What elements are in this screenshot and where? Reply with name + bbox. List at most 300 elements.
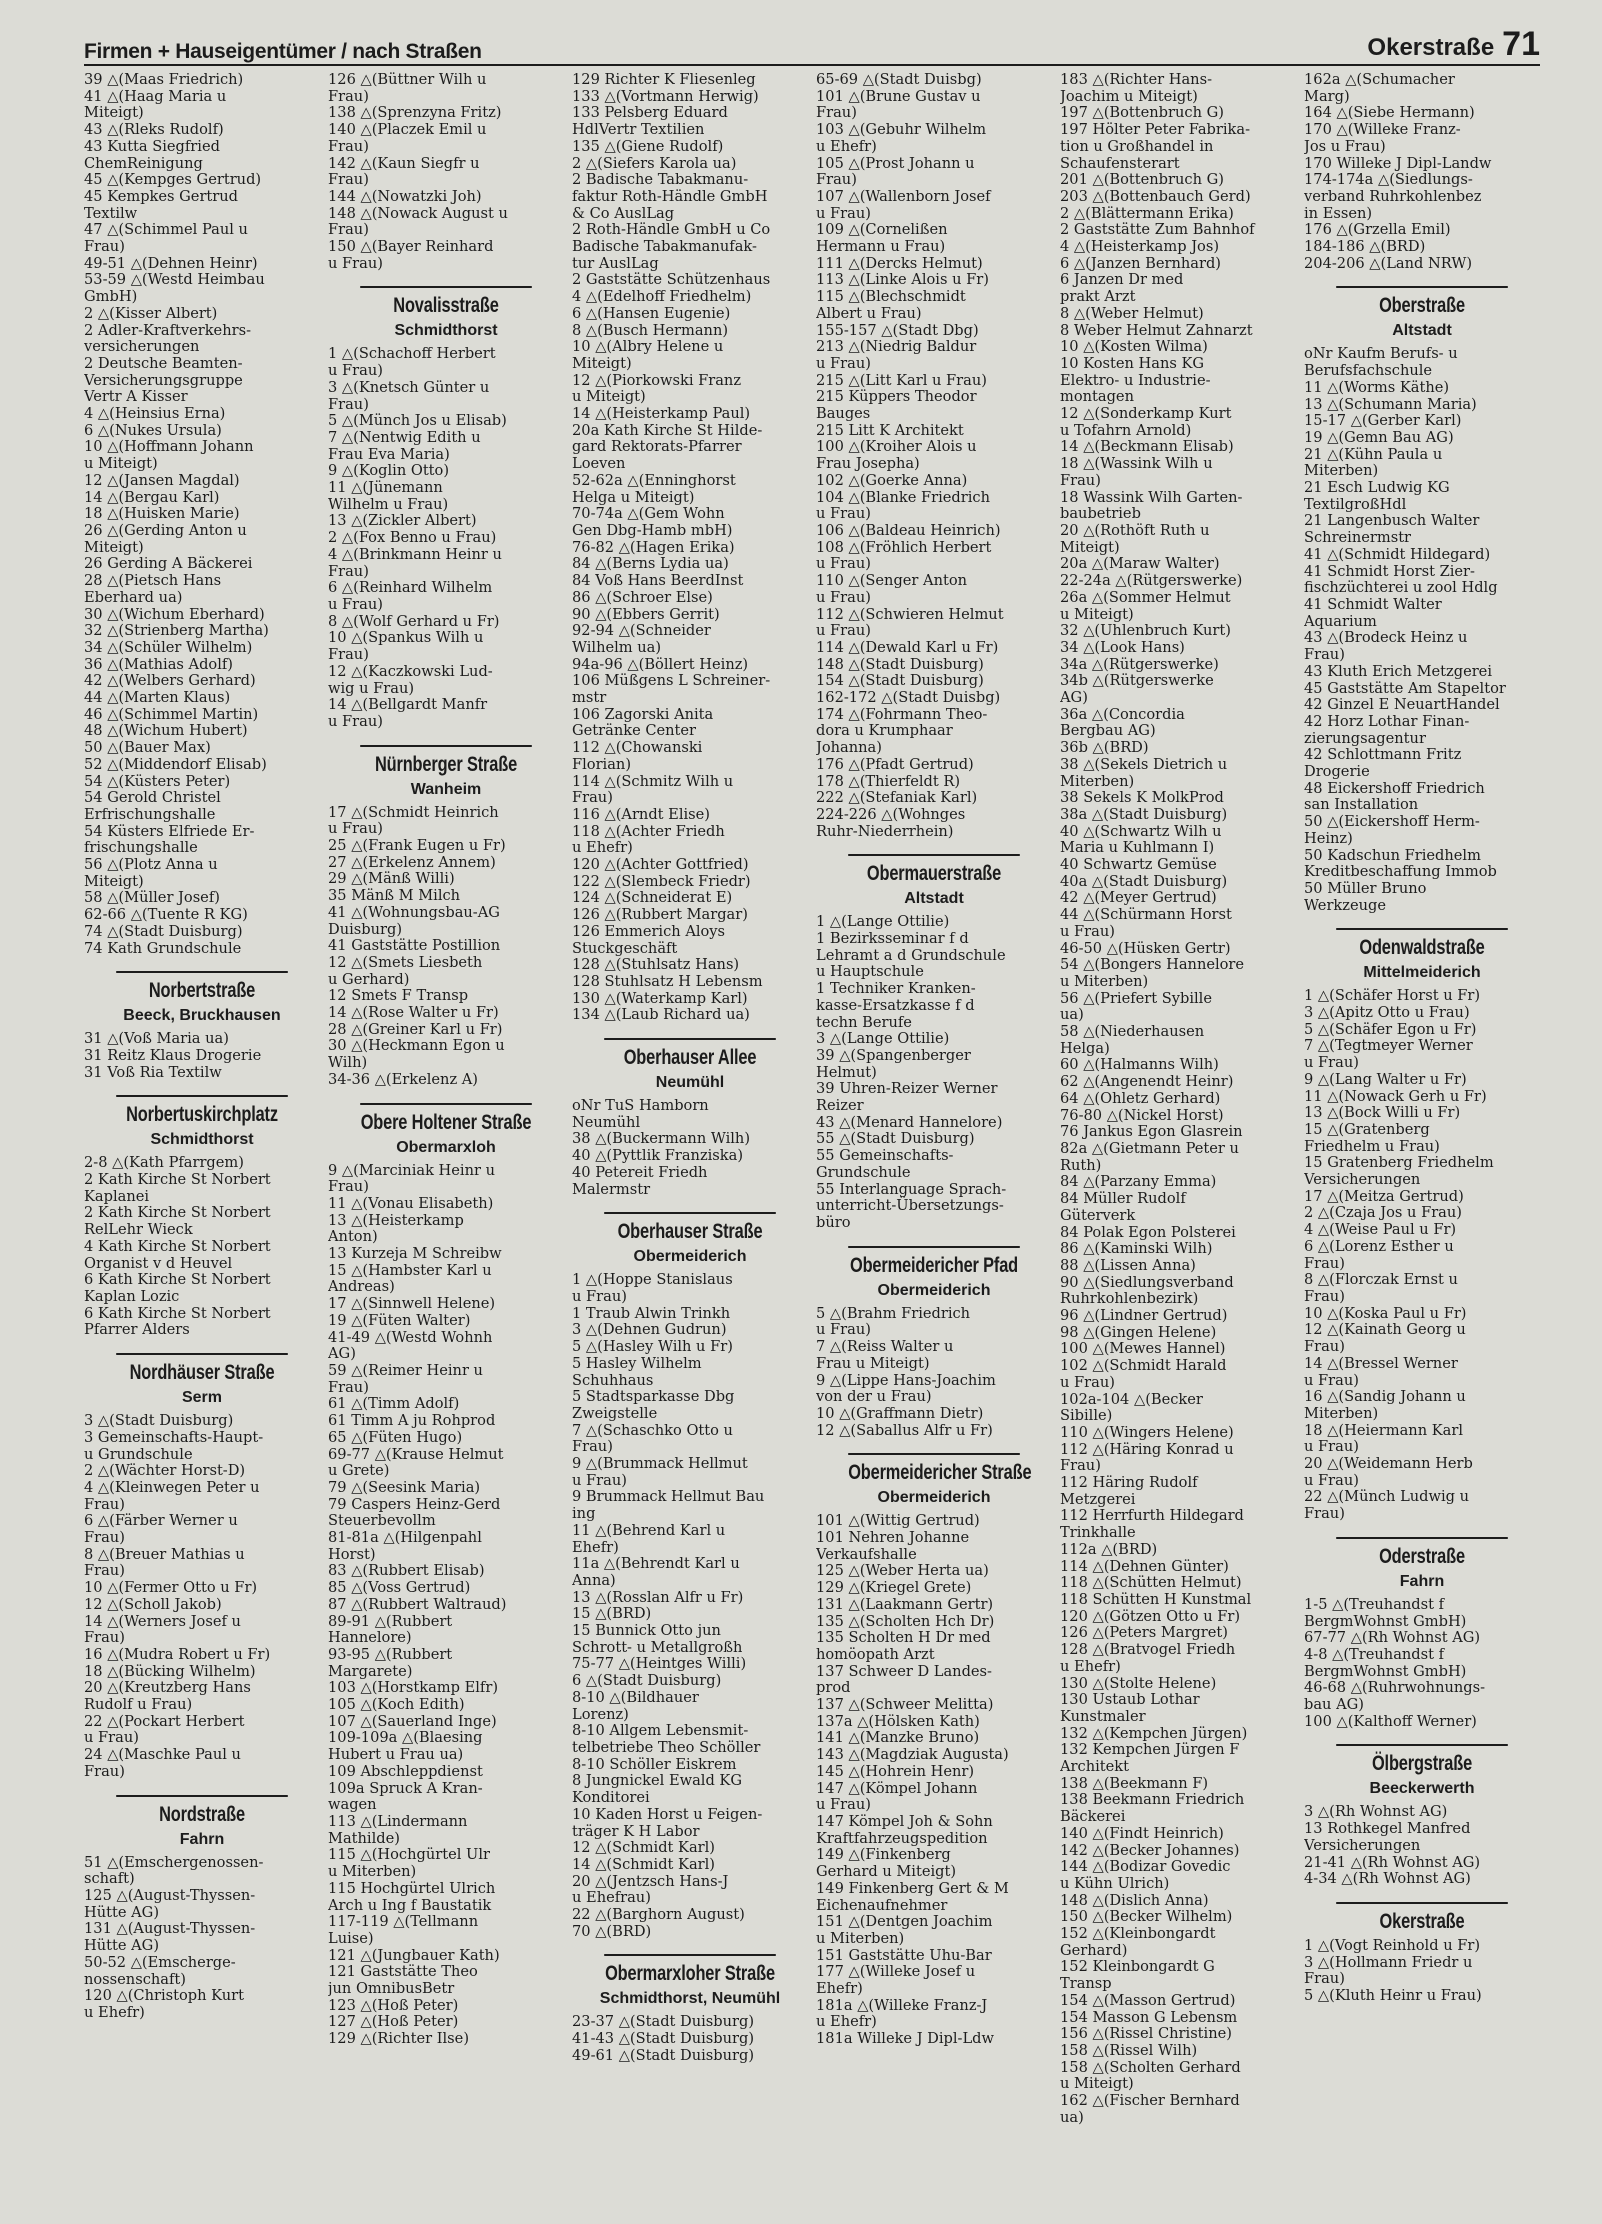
directory-entry: 1 △(Hoppe Stanislaus bbox=[572, 1271, 733, 1289]
directory-entry: 115 △(Hochgürtel Ulr bbox=[328, 1846, 490, 1864]
directory-entry: kasse-Ersatzkasse f d bbox=[816, 996, 975, 1014]
directory-entry: 147 Kömpel Joh & Sohn bbox=[816, 1812, 993, 1830]
directory-entry: 14 △(Beckmann Elisab) bbox=[1060, 438, 1234, 456]
directory-entry: 1 △(Vogt Reinhold u Fr) bbox=[1304, 1936, 1481, 1954]
directory-entry: 13 △(Rosslan Alfr u Fr) bbox=[572, 1588, 744, 1606]
directory-entry: 2 Kath Kirche St Norbert bbox=[84, 1204, 271, 1222]
directory-entry: 7 △(Nentwig Edith u bbox=[328, 428, 481, 446]
directory-entry: Ruhr-Niederrhein) bbox=[816, 822, 954, 840]
directory-entry: Frau) bbox=[1060, 1457, 1101, 1475]
directory-entry: 13 △(Heisterkamp bbox=[328, 1211, 464, 1229]
directory-entry: 8-10 Allgem Lebensmit- bbox=[572, 1722, 749, 1740]
directory-entry: 120 △(Achter Gottfried) bbox=[572, 856, 749, 874]
directory-entry: träger K H Labor bbox=[572, 1822, 700, 1840]
directory-entry: u Miterben) bbox=[328, 1863, 417, 1881]
directory-entry: 135 △(Scholten Hch Dr) bbox=[816, 1612, 995, 1630]
directory-entry: 42 Horz Lothar Finan- bbox=[1304, 712, 1470, 730]
directory-entry: fischzüchterei u zool Hdlg bbox=[1304, 579, 1498, 597]
directory-entry: 154 △(Masson Gertrud) bbox=[1060, 1991, 1236, 2009]
district-subheading: Obermarxloh bbox=[396, 1138, 496, 1156]
directory-entry: 39 △(Spangenberger bbox=[816, 1046, 971, 1064]
directory-entry: 41-43 △(Stadt Duisburg) bbox=[572, 2030, 755, 2048]
directory-entry: 150 △(Becker Wilhelm) bbox=[1060, 1908, 1233, 1926]
directory-entry: 115 Hochgürtel Ulrich bbox=[328, 1879, 496, 1897]
directory-entry: AG) bbox=[328, 1345, 356, 1363]
directory-entry: Frau) bbox=[328, 1378, 369, 1396]
directory-entry: 178 △(Thierfeldt R) bbox=[816, 772, 961, 790]
directory-entry: Wilhelm u Frau) bbox=[328, 495, 449, 513]
directory-entry: 105 △(Prost Johann u bbox=[816, 154, 975, 172]
directory-entry: 21 Langenbusch Walter bbox=[1304, 512, 1480, 530]
directory-entry: 56 △(Plotz Anna u bbox=[84, 856, 218, 874]
street-heading: Okerstraße bbox=[1336, 1902, 1508, 1934]
directory-entry: 20 △(Rothöft Ruth u bbox=[1060, 521, 1210, 539]
directory-entry: 110 △(Senger Anton bbox=[816, 572, 968, 590]
directory-entry: Architekt bbox=[1060, 1758, 1129, 1776]
directory-entry: 201 △(Bottenbruch G) bbox=[1060, 171, 1224, 189]
directory-entry: 112 Häring Rudolf bbox=[1060, 1474, 1198, 1492]
directory-entry: Hermann u Frau) bbox=[816, 238, 946, 256]
directory-entry: 145 △(Hohrein Henr) bbox=[816, 1762, 975, 1780]
directory-entry: 9 △(Koglin Otto) bbox=[328, 462, 450, 480]
directory-entry: 94a-96 △(Böllert Heinz) bbox=[572, 655, 749, 673]
directory-entry: Ruth) bbox=[1060, 1156, 1102, 1174]
directory-entry: 100 △(Kalthoff Werner) bbox=[1304, 1712, 1477, 1730]
directory-entry: 1 Bezirksseminar f d bbox=[816, 930, 969, 948]
directory-entry: Frau) bbox=[1304, 1505, 1345, 1523]
directory-entry: Steuerbevollm bbox=[328, 1512, 436, 1530]
directory-entry: Hütte AG) bbox=[84, 1937, 160, 1955]
directory-entry: 52 △(Middendorf Elisab) bbox=[84, 755, 267, 773]
column-4 bbox=[816, 72, 1052, 2126]
directory-entry: 52-62a △(Enninghorst bbox=[572, 471, 736, 489]
directory-entry: 41 Schmidt Horst Zier- bbox=[1304, 562, 1475, 580]
directory-entry: Helga) bbox=[1060, 1039, 1110, 1057]
directory-entry: Gerhard u Miteigt) bbox=[816, 1863, 957, 1881]
directory-entry: 90 △(Ebbers Gerrit) bbox=[572, 605, 720, 623]
directory-entry: homöopath Arzt bbox=[816, 1645, 935, 1663]
directory-entry: 54 Gerold Christel bbox=[84, 789, 221, 807]
directory-entry: 112a △(BRD) bbox=[1060, 1540, 1158, 1558]
directory-entry: 54 △(Küsters Peter) bbox=[84, 772, 231, 790]
directory-entry: 84 △(Berns Lydia ua) bbox=[572, 555, 729, 573]
directory-entry: 10 Kaden Horst u Feigen- bbox=[572, 1805, 763, 1823]
directory-entry: 1 △(Schachoff Herbert bbox=[328, 345, 496, 363]
directory-entry: Kraftfahrzeugspedition bbox=[816, 1829, 988, 1847]
directory-entry: Gen Dbg-Hamb mbH) bbox=[572, 521, 733, 539]
directory-entry: 22 △(Pockart Herbert bbox=[84, 1712, 245, 1730]
directory-entry: 138 △(Sprenzyna Fritz) bbox=[328, 104, 502, 122]
directory-entry: Metzgerei bbox=[1060, 1490, 1136, 1508]
directory-entry: 14 △(Bellgardt Manfr bbox=[328, 696, 488, 714]
directory-entry: 70-74a △(Gem Wohn bbox=[572, 505, 725, 523]
directory-entry: 197 Hölter Peter Fabrika- bbox=[1060, 121, 1251, 139]
directory-entry: 149 △(Finkenberg bbox=[816, 1846, 951, 1864]
directory-entry: 5 △(Brahm Friedrich bbox=[816, 1304, 971, 1322]
directory-entry: 2 Gaststätte Schützenhaus bbox=[572, 271, 771, 289]
directory-entry: 50 △(Eickershoff Herm- bbox=[1304, 813, 1480, 831]
directory-entry: & Co AuslLag bbox=[572, 204, 675, 222]
directory-entry: Vertr A Kisser bbox=[84, 388, 188, 406]
directory-entry: 14 △(Bergau Karl) bbox=[84, 488, 220, 506]
directory-entry: Berufsfachschule bbox=[1304, 362, 1433, 380]
directory-entry: 18 △(Huisken Marie) bbox=[84, 505, 240, 523]
directory-entry: 15 △(Gratenberg bbox=[1304, 1120, 1430, 1138]
directory-entry: 11 △(Vonau Elisabeth) bbox=[328, 1194, 494, 1212]
directory-entry: 135 △(Giene Rudolf) bbox=[572, 137, 724, 155]
directory-entry: 81-81a △(Hilgenpahl bbox=[328, 1529, 482, 1547]
directory-entry: 126 Emmerich Aloys bbox=[572, 922, 726, 940]
directory-entry: 48 Eickershoff Friedrich bbox=[1304, 779, 1485, 797]
directory-entry: RelLehr Wieck bbox=[84, 1221, 193, 1239]
columns bbox=[84, 72, 1540, 2126]
directory-entry: 8 △(Busch Hermann) bbox=[572, 321, 729, 339]
directory-entry: 109-109a △(Blaesing bbox=[328, 1729, 483, 1747]
directory-entry: 5 △(Schäfer Egon u Fr) bbox=[1304, 1020, 1477, 1038]
directory-entry: Pfarrer Alders bbox=[84, 1321, 190, 1339]
directory-entry: 84 Voß Hans BeerdInst bbox=[572, 572, 744, 590]
directory-entry: u Frau) bbox=[816, 1796, 871, 1814]
directory-entry: 203 △(Bottenbauch Gerd) bbox=[1060, 187, 1251, 205]
directory-entry: 79 △(Seesink Maria) bbox=[328, 1478, 481, 1496]
directory-entry: 162a △(Schumacher bbox=[1304, 72, 1455, 88]
directory-entry: 86 △(Schroer Else) bbox=[572, 588, 713, 606]
directory-entry: 65-69 △(Stadt Duisbg) bbox=[816, 72, 982, 88]
directory-entry: 112 △(Häring Konrad u bbox=[1060, 1440, 1234, 1458]
directory-entry: Versicherungen bbox=[1304, 1836, 1421, 1854]
district-subheading: Mittelmeiderich bbox=[1363, 964, 1481, 982]
directory-entry: 13 △(Bock Willi u Fr) bbox=[1304, 1104, 1461, 1122]
directory-entry: 49-51 △(Dehnen Heinr) bbox=[84, 254, 258, 272]
directory-entry: 46-50 △(Hüsken Gertr) bbox=[1060, 939, 1231, 957]
directory-entry: Frau) bbox=[328, 1178, 369, 1196]
directory-entry: 120 △(Christoph Kurt bbox=[84, 1987, 244, 2005]
directory-entry: 41 △(Haag Maria u bbox=[84, 87, 227, 105]
directory-entry: 2 Kath Kirche St Norbert bbox=[84, 1171, 271, 1189]
directory-entry: u Ehefr) bbox=[1060, 1657, 1121, 1675]
directory-entry: 5 △(Kluth Heinr u Frau) bbox=[1304, 1987, 1482, 2005]
street-heading: Obermeidericher Pfad bbox=[848, 1246, 1020, 1278]
column-2 bbox=[328, 72, 564, 2126]
directory-entry: 11 △(Nowack Gerh u Fr) bbox=[1304, 1087, 1487, 1105]
directory-entry: 103 △(Horstkamp Elfr) bbox=[328, 1679, 499, 1697]
directory-entry: 132 Kempchen Jürgen F bbox=[1060, 1741, 1240, 1759]
directory-entry: ua) bbox=[1060, 2108, 1084, 2126]
directory-entry: 43 △(Brodeck Heinz u bbox=[1304, 629, 1468, 647]
directory-entry: u Ehefr) bbox=[84, 2003, 145, 2021]
directory-entry: 6 Kath Kirche St Norbert bbox=[84, 1304, 271, 1322]
directory-entry: 138 △(Beekmann F) bbox=[1060, 1774, 1209, 1792]
directory-entry: Schrott- u Metallgroßh bbox=[572, 1638, 743, 1656]
directory-entry: 92-94 △(Schneider bbox=[572, 622, 711, 640]
directory-entry: Neumühl bbox=[572, 1113, 641, 1131]
directory-entry: 7 △(Schaschko Otto u bbox=[572, 1421, 733, 1439]
directory-entry: Kreditbeschaffung Immob bbox=[1304, 863, 1497, 881]
directory-entry: Frau) bbox=[328, 87, 369, 105]
directory-entry: 115 △(Blechschmidt bbox=[816, 288, 966, 306]
street-heading: Nürnberger Straße bbox=[360, 745, 532, 777]
directory-entry: 42 △(Meyer Gertrud) bbox=[1060, 889, 1217, 907]
directory-entry: 55 Gemeinschafts- bbox=[816, 1147, 954, 1165]
directory-entry: 5 △(Hasley Wilh u Fr) bbox=[572, 1338, 733, 1356]
directory-entry: 32 △(Strienberg Martha) bbox=[84, 622, 269, 640]
directory-entry: Frau) bbox=[84, 1762, 125, 1780]
directory-entry: 28 △(Pietsch Hans bbox=[84, 572, 222, 590]
directory-entry: 39 △(Maas Friedrich) bbox=[84, 72, 244, 88]
street-heading: Nordstraße bbox=[116, 1795, 288, 1827]
directory-entry: 44 △(Schürmann Horst bbox=[1060, 906, 1232, 924]
district-subheading: Obermeiderich bbox=[877, 1489, 991, 1507]
directory-entry: 113 △(Lindermann bbox=[328, 1812, 468, 1830]
directory-entry: 106 Zagorski Anita bbox=[572, 705, 714, 723]
directory-entry: 8 Weber Helmut Zahnarzt bbox=[1060, 321, 1253, 339]
directory-entry: 15 Gratenberg Friedhelm bbox=[1304, 1154, 1494, 1172]
directory-entry: 140 △(Placzek Emil u bbox=[328, 121, 487, 139]
directory-entry: Malermstr bbox=[572, 1180, 651, 1198]
directory-entry: 3 Gemeinschafts-Haupt- bbox=[84, 1428, 264, 1446]
directory-entry: u Tofahrn Arnold) bbox=[1060, 421, 1192, 439]
directory-entry: 7 △(Reiss Walter u bbox=[816, 1338, 954, 1356]
directory-entry: Joachim u Miteigt) bbox=[1060, 87, 1198, 105]
directory-entry: versicherungen bbox=[84, 338, 200, 356]
directory-entry: 134 △(Laub Richard ua) bbox=[572, 1006, 750, 1024]
directory-entry: 112 △(Chowanski bbox=[572, 739, 703, 757]
directory-entry: 197 △(Bottenbruch G) bbox=[1060, 104, 1224, 122]
directory-entry: 6 △(Janzen Bernhard) bbox=[1060, 254, 1222, 272]
directory-entry: u Miterben) bbox=[1060, 972, 1149, 990]
directory-entry: 53-59 △(Westd Heimbau bbox=[84, 271, 265, 289]
directory-entry: 6 △(Stadt Duisburg) bbox=[572, 1672, 722, 1690]
directory-entry: 124 △(Schneiderat E) bbox=[572, 889, 733, 907]
directory-entry: 55 Interlanguage Sprach- bbox=[816, 1180, 1007, 1198]
district-subheading: Fahrn bbox=[179, 1830, 225, 1848]
directory-entry: 9 Brummack Hellmut Bau bbox=[572, 1488, 765, 1506]
directory-entry: 34-36 △(Erkelenz A) bbox=[328, 1070, 478, 1088]
directory-entry: Erfrischungshalle bbox=[84, 805, 216, 823]
directory-entry: 105 △(Koch Edith) bbox=[328, 1696, 465, 1714]
directory-entry: 14 △(Bressel Werner bbox=[1304, 1354, 1458, 1372]
directory-entry: u Hauptschule bbox=[816, 963, 924, 981]
directory-entry: 75-77 △(Heintges Willi) bbox=[572, 1655, 747, 1673]
directory-entry: 17 △(Schmidt Heinrich bbox=[328, 803, 499, 821]
directory-entry: 204-206 △(Land NRW) bbox=[1304, 254, 1473, 272]
directory-entry: 8 △(Florczak Ernst u bbox=[1304, 1271, 1458, 1289]
directory-entry: 16 △(Sandig Johann u bbox=[1304, 1388, 1466, 1406]
directory-entry: 112 Herrfurth Hildegard bbox=[1060, 1507, 1244, 1525]
directory-entry: 36a △(Concordia bbox=[1060, 705, 1185, 723]
directory-entry: Anton) bbox=[328, 1228, 378, 1246]
directory-entry: Reizer bbox=[816, 1097, 864, 1115]
directory-entry: 12 △(Piorkowski Franz bbox=[572, 371, 742, 389]
directory-entry: 26a △(Sommer Helmut bbox=[1060, 588, 1231, 606]
directory-entry: Miterben) bbox=[1304, 462, 1379, 480]
directory-entry: 129 △(Richter Ilse) bbox=[328, 2030, 470, 2048]
directory-entry: schaft) bbox=[84, 1870, 135, 1888]
directory-entry: Eberhard ua) bbox=[84, 588, 183, 606]
directory-entry: 84 △(Parzany Emma) bbox=[1060, 1173, 1217, 1191]
directory-entry: 154 Masson G Lebensm bbox=[1060, 2008, 1238, 2026]
directory-entry: 122 △(Slembeck Friedr) bbox=[572, 872, 751, 890]
directory-entry: 142 △(Kaun Siegfr u bbox=[328, 154, 480, 172]
directory-entry: 76-82 △(Hagen Erika) bbox=[572, 538, 735, 556]
directory-entry: büro bbox=[816, 1214, 851, 1231]
directory-entry: 50-52 △(Emscherge- bbox=[84, 1953, 236, 1971]
directory-entry: 15 Bunnick Otto jun bbox=[572, 1622, 721, 1640]
directory-entry: 21 △(Kühn Paula u bbox=[1304, 445, 1443, 463]
directory-entry: 43 △(Rleks Rudolf) bbox=[84, 121, 224, 139]
directory-entry: 24 △(Maschke Paul u bbox=[84, 1746, 241, 1764]
directory-entry: 40 Schwartz Gemüse bbox=[1060, 856, 1217, 874]
directory-entry: 12 △(Saballus Alfr u Fr) bbox=[816, 1421, 993, 1439]
directory-entry: 98 △(Gingen Helene) bbox=[1060, 1323, 1217, 1341]
directory-entry: 9 △(Brummack Hellmut bbox=[572, 1455, 748, 1473]
directory-entry: 121 Gaststätte Theo bbox=[328, 1963, 478, 1981]
directory-entry: 215 △(Litt Karl u Frau) bbox=[816, 371, 987, 389]
directory-entry: Wilh) bbox=[328, 1054, 368, 1072]
directory-entry: 9 △(Lippe Hans-Joachim bbox=[816, 1371, 996, 1389]
directory-entry: BergmWohnst GmbH) bbox=[1304, 1662, 1467, 1680]
directory-entry: u Ehefr) bbox=[572, 839, 633, 857]
directory-entry: Stuckgeschäft bbox=[572, 939, 678, 957]
directory-entry: 59 △(Reimer Heinr u bbox=[328, 1362, 483, 1379]
directory-entry: 18 Wassink Wilh Garten- bbox=[1060, 488, 1243, 506]
directory-entry: 1 Techniker Kranken- bbox=[816, 980, 976, 998]
directory-entry: Frau) bbox=[84, 1629, 125, 1647]
directory-entry: 103 △(Gebuhr Wilhelm bbox=[816, 121, 987, 139]
directory-entry: 4-8 △(Treuhandst f bbox=[1304, 1645, 1445, 1663]
directory-entry: 28 △(Greiner Karl u Fr) bbox=[328, 1020, 503, 1038]
directory-entry: 100 △(Kroiher Alois u bbox=[816, 438, 977, 456]
directory-entry: Zweigstelle bbox=[572, 1404, 658, 1422]
directory-entry: 19 △(Füten Walter) bbox=[328, 1311, 471, 1329]
directory-entry: Wilhelm ua) bbox=[572, 638, 662, 656]
directory-entry: u Frau) bbox=[816, 505, 871, 523]
street-heading: Oberhauser Allee bbox=[604, 1038, 776, 1070]
directory-entry: u Frau) bbox=[1304, 1438, 1359, 1456]
directory-entry: Kaplan Lozic bbox=[84, 1288, 180, 1305]
directory-entry: 215 Küppers Theodor bbox=[816, 388, 977, 406]
directory-entry: BergmWohnst GmbH) bbox=[1304, 1612, 1467, 1630]
directory-entry: Versicherungen bbox=[1304, 1171, 1421, 1189]
directory-entry: 102 △(Schmidt Harald bbox=[1060, 1357, 1227, 1375]
directory-entry: 13 Rothkegel Manfred bbox=[1304, 1820, 1471, 1838]
directory-entry: 10 △(Albry Helene u bbox=[572, 338, 724, 356]
directory-entry: 46-68 △(Ruhrwohnungs- bbox=[1304, 1679, 1486, 1697]
directory-entry: 106 Müßgens L Schreiner- bbox=[572, 672, 771, 690]
directory-entry: faktur Roth-Händle GmbH bbox=[572, 187, 768, 205]
directory-entry: 12 △(Kaczkowski Lud- bbox=[328, 662, 493, 680]
directory-entry: 50 Kadschun Friedhelm bbox=[1304, 846, 1481, 864]
directory-entry: 61 △(Timm Adolf) bbox=[328, 1395, 460, 1413]
directory-entry: Textilw bbox=[84, 204, 138, 222]
directory-entry: 56 △(Priefert Sybille bbox=[1060, 989, 1212, 1007]
directory-entry: Ehefr) bbox=[816, 1980, 863, 1998]
district-subheading: Serm bbox=[181, 1389, 223, 1407]
directory-entry: 34 △(Look Hans) bbox=[1060, 638, 1185, 656]
directory-entry: 2 Roth-Händle GmbH u Co bbox=[572, 221, 771, 239]
directory-entry: 7 △(Tegtmeyer Werner bbox=[1304, 1037, 1473, 1055]
directory-entry: Arch u Ing f Baustatik bbox=[328, 1896, 492, 1914]
directory-entry: 149 Finkenberg Gert & M bbox=[816, 1879, 1009, 1897]
directory-entry: 69-77 △(Krause Helmut bbox=[328, 1445, 504, 1463]
directory-entry: Kaplanei bbox=[84, 1187, 150, 1205]
directory-entry: 9 △(Lang Walter u Fr) bbox=[1304, 1070, 1467, 1088]
directory-entry: 55 △(Stadt Duisburg) bbox=[816, 1130, 975, 1148]
directory-entry: 126 △(Rubbert Margar) bbox=[572, 906, 748, 924]
directory-entry: u Frau) bbox=[328, 595, 383, 613]
directory-entry: u Frau) bbox=[1304, 1054, 1359, 1072]
directory-entry: 128 Stuhlsatz H Lebensm bbox=[572, 972, 763, 990]
directory-entry: Horst) bbox=[328, 1545, 376, 1563]
directory-entry: Drogerie bbox=[1304, 763, 1370, 781]
directory-entry: 140 △(Findt Heinrich) bbox=[1060, 1824, 1224, 1842]
directory-entry: ChemReinigung bbox=[84, 154, 203, 172]
directory-entry: 148 △(Dislich Anna) bbox=[1060, 1891, 1209, 1909]
directory-entry: u Frau) bbox=[816, 1321, 871, 1339]
directory-entry: 6 △(Nukes Ursula) bbox=[84, 421, 222, 439]
directory-entry: 2 △(Fox Benno u Frau) bbox=[328, 529, 497, 547]
directory-entry: tur AuslLag bbox=[572, 254, 659, 272]
directory-entry: Maria u Kuhlmann I) bbox=[1060, 839, 1215, 857]
directory-entry: 38 △(Sekels Dietrich u bbox=[1060, 755, 1228, 773]
district-subheading: Altstadt bbox=[904, 890, 964, 908]
directory-entry: 31 Reitz Klaus Drogerie bbox=[84, 1046, 262, 1064]
directory-entry: wagen bbox=[328, 1796, 377, 1814]
directory-entry: 111 △(Dercks Helmut) bbox=[816, 254, 983, 272]
directory-entry: 3 △(Knetsch Günter u bbox=[328, 378, 490, 396]
directory-entry: 104 △(Blanke Friedrich bbox=[816, 488, 990, 506]
directory-entry: 34b △(Rütgerswerke bbox=[1060, 672, 1214, 690]
directory-entry: 224-226 △(Wohnges bbox=[816, 805, 966, 823]
directory-entry: 2-8 △(Kath Pfarrgem) bbox=[84, 1154, 244, 1172]
directory-entry: 50 △(Bauer Max) bbox=[84, 739, 211, 757]
directory-entry: 36 △(Mathias Adolf) bbox=[84, 655, 233, 673]
directory-entry: 215 Litt K Architekt bbox=[816, 421, 964, 439]
directory-entry: 41 Gaststätte Postillion bbox=[328, 937, 501, 955]
directory-entry: 5 Stadtsparkasse Dbg bbox=[572, 1388, 735, 1406]
directory-entry: 8 △(Wolf Gerhard u Fr) bbox=[328, 612, 500, 630]
directory-entry: 58 △(Müller Josef) bbox=[84, 889, 220, 907]
directory-entry: Loeven bbox=[572, 455, 626, 473]
directory-entry: 6 Kath Kirche St Norbert bbox=[84, 1271, 271, 1289]
directory-entry: 4 △(Heinsius Erna) bbox=[84, 405, 226, 423]
directory-entry: 158 △(Rissel Wilh) bbox=[1060, 2041, 1198, 2059]
street-heading: Odenwaldstraße bbox=[1336, 928, 1508, 960]
directory-entry: u Frau) bbox=[816, 555, 871, 573]
directory-entry: 14 △(Werners Josef u bbox=[84, 1612, 241, 1630]
directory-entry: dora u Krumphaar bbox=[816, 722, 953, 740]
directory-entry: 213 △(Niedrig Baldur bbox=[816, 338, 977, 356]
directory-entry: Grundschule bbox=[816, 1163, 911, 1181]
directory-entry: Andreas) bbox=[328, 1278, 395, 1296]
directory-entry: Hannelore) bbox=[328, 1629, 412, 1647]
directory-entry: Versicherungsgruppe bbox=[84, 371, 243, 389]
directory-entry: 176 △(Grzella Emil) bbox=[1304, 221, 1451, 239]
directory-entry: 3 △(Stadt Duisburg) bbox=[84, 1412, 234, 1430]
street-heading: Nordhäuser Straße bbox=[116, 1353, 288, 1385]
directory-entry: 20 △(Weidemann Herb bbox=[1304, 1455, 1473, 1473]
directory-entry: 183 △(Richter Hans- bbox=[1060, 72, 1213, 88]
directory-entry: 22 △(Münch Ludwig u bbox=[1304, 1488, 1470, 1506]
directory-entry: Johanna) bbox=[816, 739, 882, 757]
directory-entry: 4 △(Brinkmann Heinr u bbox=[328, 545, 502, 563]
directory-entry: 174-174a △(Siedlungs- bbox=[1304, 171, 1473, 189]
directory-entry: 38 Sekels K MolkProd bbox=[1060, 789, 1224, 807]
street-heading: Oberstraße bbox=[1336, 286, 1508, 318]
directory-entry: Schaufensterart bbox=[1060, 154, 1180, 172]
directory-entry: 17 △(Meitza Gertrud) bbox=[1304, 1187, 1464, 1205]
directory-entry: bau AG) bbox=[1304, 1696, 1364, 1714]
